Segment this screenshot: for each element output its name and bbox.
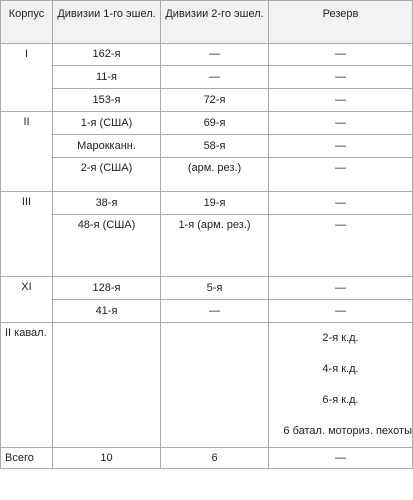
echelon1-cell: 11-я <box>53 66 161 89</box>
echelon1-cell: 1-я (США) <box>53 112 161 135</box>
total-reserve: — <box>269 448 413 469</box>
echelon1-cell: 38-я <box>53 192 161 215</box>
table-row <box>1 300 413 323</box>
echelon1-cell <box>53 323 161 448</box>
reserve-cell-cavalry <box>269 323 413 448</box>
reserve-cell: — <box>269 215 413 277</box>
reserve-cell: — <box>269 135 413 158</box>
echelon2-cell: 72-я <box>161 89 269 112</box>
reserve-cell: — <box>269 192 413 215</box>
corps-cell-xi: XI <box>1 277 53 323</box>
table-row-cavalry <box>1 323 413 448</box>
corps-cell-i: I <box>1 44 53 112</box>
table-row <box>1 66 413 89</box>
table-row <box>1 277 413 300</box>
echelon2-cell <box>161 323 269 448</box>
reserve-line: 6-я к.д. <box>322 394 359 406</box>
echelon2-cell: (арм. рез.) <box>161 158 269 192</box>
echelon2-cell: 19-я <box>161 192 269 215</box>
total-echelon1: 10 <box>53 448 161 469</box>
total-echelon2: 6 <box>161 448 269 469</box>
reserve-cell: — <box>269 158 413 192</box>
header-echelon1: Дивизии 1-го эшел. <box>53 1 161 44</box>
echelon2-cell: 1-я (арм. рез.) <box>161 215 269 277</box>
echelon1-cell: Марокканн. <box>53 135 161 158</box>
echelon2-cell: — <box>161 66 269 89</box>
header-row <box>1 1 413 44</box>
reserve-cell: — <box>269 112 413 135</box>
echelon2-cell: 58-я <box>161 135 269 158</box>
echelon2-cell: — <box>161 44 269 66</box>
echelon1-cell: 128-я <box>53 277 161 300</box>
header-corps: Корпус <box>1 1 53 44</box>
table-row <box>1 135 413 158</box>
reserve-line: 6 батал. моториз. пехоты <box>283 425 412 437</box>
table-row <box>1 112 413 135</box>
reserve-cell: — <box>269 300 413 323</box>
table-row <box>1 158 413 192</box>
total-label: Всего <box>1 448 53 469</box>
corps-cell-cavalry: II кавал. <box>1 323 53 448</box>
corps-cell-ii: II <box>1 112 53 192</box>
corps-cell-iii: III <box>1 192 53 277</box>
echelon1-cell: 162-я <box>53 44 161 66</box>
reserve-cell: — <box>269 44 413 66</box>
table-row <box>1 192 413 215</box>
header-reserve: Резерв <box>269 1 413 44</box>
header-echelon2: Дивизии 2-го эшел. <box>161 1 269 44</box>
echelon2-cell: 69-я <box>161 112 269 135</box>
table-row <box>1 44 413 66</box>
reserve-line: 4-я к.д. <box>322 363 359 375</box>
table-row <box>1 215 413 277</box>
total-row <box>1 448 413 469</box>
echelon1-cell: 48-я (США) <box>53 215 161 277</box>
reserve-line: 2-я к.д. <box>322 332 359 344</box>
reserve-cell: — <box>269 277 413 300</box>
echelon1-cell: 41-я <box>53 300 161 323</box>
echelon2-cell: — <box>161 300 269 323</box>
reserve-cell: — <box>269 89 413 112</box>
table-row <box>1 89 413 112</box>
echelon2-cell: 5-я <box>161 277 269 300</box>
echelon1-cell: 153-я <box>53 89 161 112</box>
echelon1-cell: 2-я (США) <box>53 158 161 192</box>
reserve-cell: — <box>269 66 413 89</box>
